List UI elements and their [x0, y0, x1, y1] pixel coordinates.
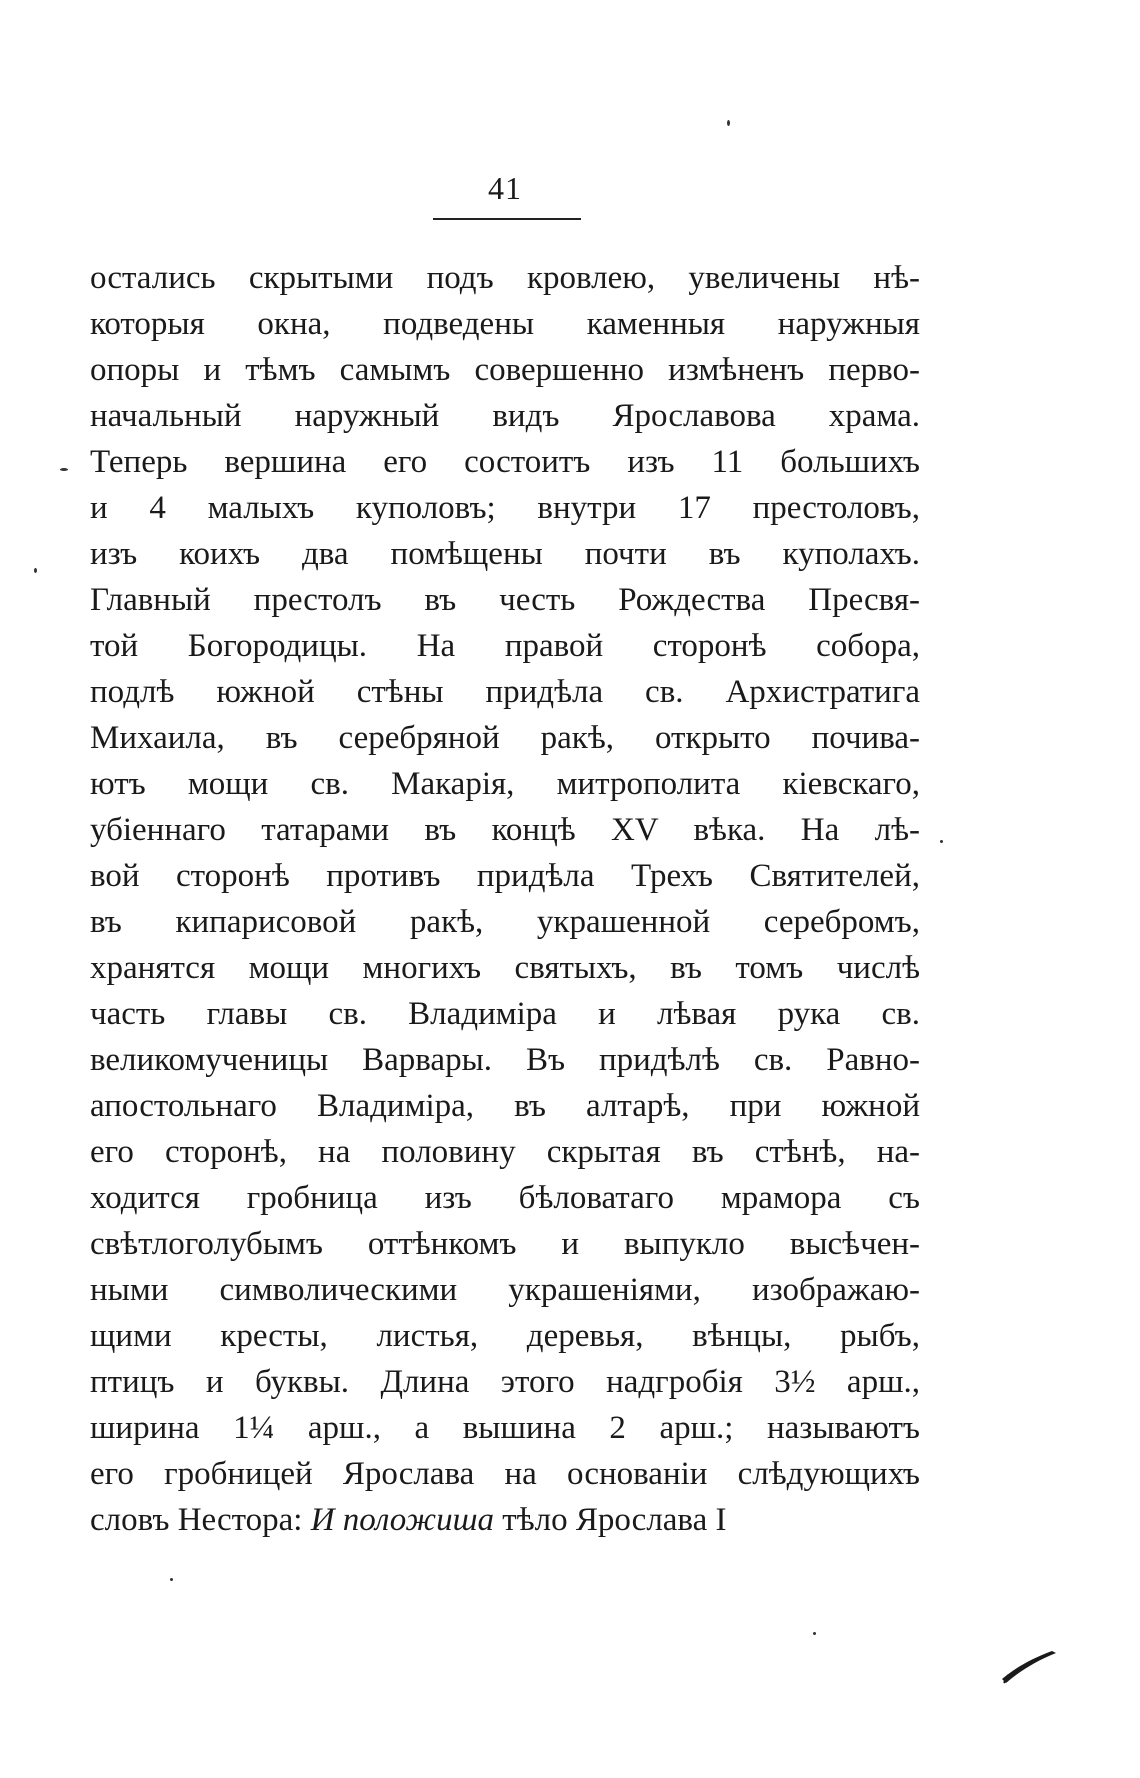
- text-line: ходится гробница изъ бѣловатаго мрамора съ: [90, 1180, 920, 1216]
- text-line: остались скрытыми подъ кровлею, увеличены нѣ-: [90, 260, 920, 296]
- text-segment: тѣло Ярослава I: [494, 1502, 727, 1538]
- text-line: въ кипарисовой ракѣ, украшенной серебромъ,: [90, 904, 920, 940]
- text-line: щими кресты, листья, деревья, вѣнцы, рыбъ,: [90, 1318, 920, 1354]
- text-line: Михаила, въ серебряной ракѣ, открыто почива-: [90, 720, 920, 756]
- text-line: подлѣ южной стѣны придѣла св. Архистратига: [90, 674, 920, 710]
- text-line: великомученицы Варвары. Въ придѣлѣ св. Равно-: [90, 1042, 920, 1078]
- text-line: Главный престолъ въ честь Рождества Пресвя-: [90, 582, 920, 618]
- scan-speck: [170, 1578, 173, 1581]
- text-line: и 4 малыхъ куполовъ; внутри 17 престоловъ,: [90, 490, 920, 526]
- text-line: птицъ и буквы. Длина этого надгробія 3½ арш.,: [90, 1364, 920, 1400]
- text-line: апостольнаго Владиміра, въ алтарѣ, при южной: [90, 1088, 920, 1124]
- text-line: опоры и тѣмъ самымъ совершенно измѣненъ перво-: [90, 352, 920, 388]
- text-line: ширина 1¼ арш., а вышина 2 арш.; называютъ: [90, 1410, 920, 1446]
- text-line: [90, 1497, 920, 1543]
- text-line: которыя окна, подведены каменныя наружныя: [90, 306, 920, 342]
- text-segment: словъ Нестора:: [90, 1502, 311, 1538]
- scan-speck: [940, 840, 943, 843]
- text-line: вой сторонѣ противъ придѣла Трехъ Святителей,: [90, 858, 920, 894]
- scan-speck: [813, 1632, 816, 1635]
- text-line: Теперь вершина его состоитъ изъ 11 большихъ: [90, 444, 920, 480]
- body-text: [90, 255, 920, 1543]
- scan-speck: [60, 468, 68, 471]
- text-line: убіеннаго татарами въ концѣ XV вѣка. На лѣ-: [90, 812, 920, 848]
- text-line: часть главы св. Владиміра и лѣвая рука св.: [90, 996, 920, 1032]
- text-line: изъ коихъ два помѣщены почти въ куполахъ.: [90, 536, 920, 572]
- text-line: ными символическими украшеніями, изображаю-: [90, 1272, 920, 1308]
- text-line: свѣтлоголубымъ оттѣнкомъ и выпукло высѣчен-: [90, 1226, 920, 1262]
- scan-speck: [34, 568, 37, 573]
- text-line: той Богородицы. На правой сторонѣ собора,: [90, 628, 920, 664]
- page-number: 41: [488, 170, 522, 206]
- text-line: начальный наружный видъ Ярославова храма.: [90, 398, 920, 434]
- text-line: ютъ мощи св. Макарія, митрополита кіевскаго,: [90, 766, 920, 802]
- header-rule: [433, 218, 581, 220]
- text-line: его сторонѣ, на половину скрытая въ стѣнѣ, на-: [90, 1134, 920, 1170]
- text-line: хранятся мощи многихъ святыхъ, въ томъ числѣ: [90, 950, 920, 986]
- scan-speck: [727, 120, 730, 126]
- ink-stroke-mark: [1000, 1645, 1060, 1685]
- italic-quote: И положиша: [310, 1502, 495, 1538]
- text-line: его гробницей Ярослава на основаніи слѣдующихъ: [90, 1456, 920, 1492]
